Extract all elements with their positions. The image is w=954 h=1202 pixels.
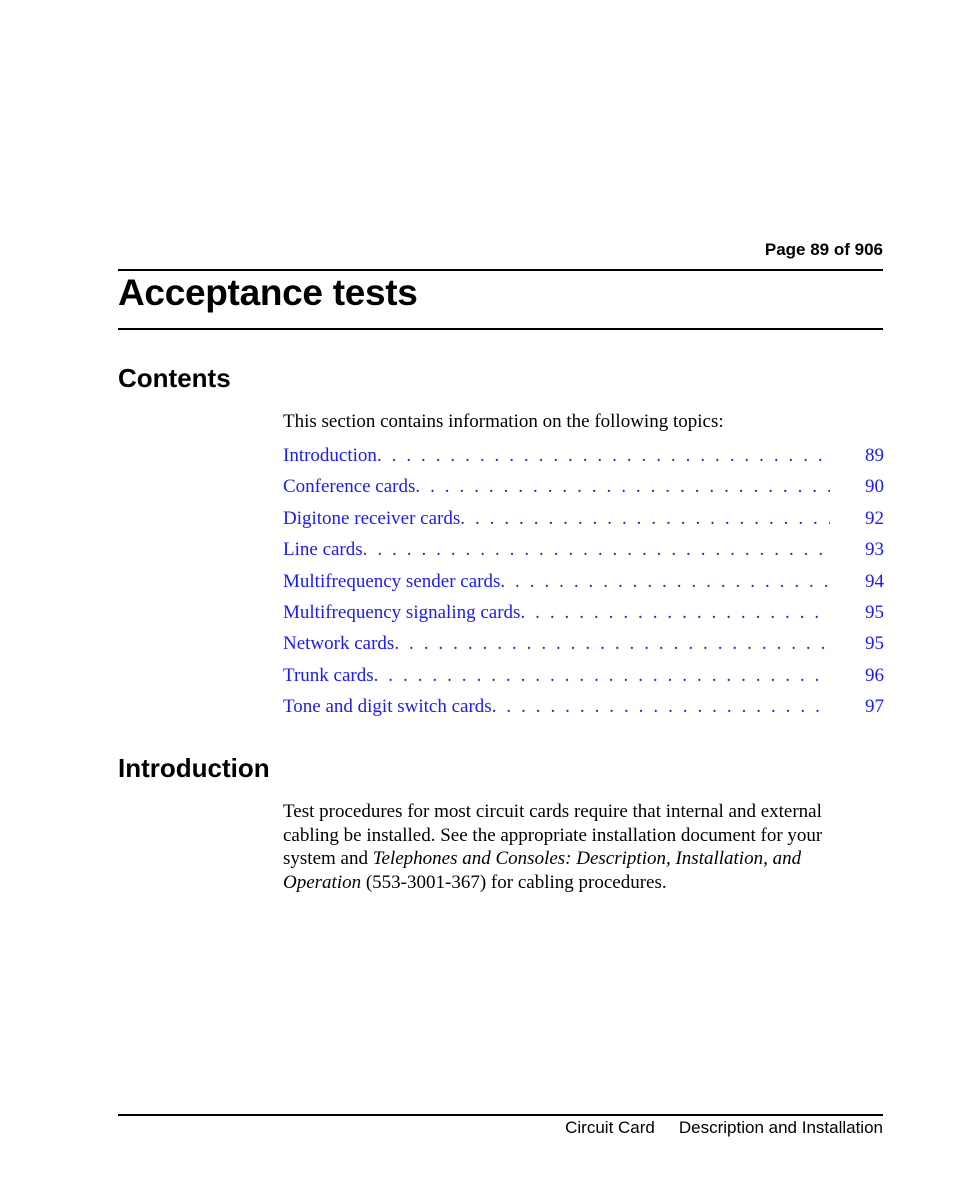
introduction-paragraph bbox=[283, 800, 848, 894]
toc-item-multifrequency-sender-cards[interactable] bbox=[283, 571, 884, 602]
footer-rule bbox=[118, 1114, 883, 1116]
toc-item-line-cards[interactable] bbox=[283, 539, 884, 570]
introduction-text-before: Test procedures for most circuit cards require that internal and external cabling be installed. See the appropriate installation document for your system and bbox=[283, 801, 823, 870]
toc-item-label: Introduction bbox=[283, 445, 377, 466]
toc-dot-leader bbox=[363, 539, 830, 561]
reference-document-title: Telephones and Consoles: Description, Installation, and Operation bbox=[283, 848, 802, 893]
footer-right: Description and Installation bbox=[678, 1118, 883, 1137]
toc-item-page: 89 bbox=[865, 445, 884, 466]
toc-dot-leader bbox=[415, 476, 830, 498]
toc-item-page: 96 bbox=[865, 664, 884, 686]
toc-item-page: 92 bbox=[865, 507, 884, 529]
toc-dot-leader bbox=[460, 508, 830, 530]
toc-item-tone-and-digit-switch-cards[interactable] bbox=[283, 696, 884, 727]
toc-item-page: 97 bbox=[865, 696, 884, 718]
toc-item-introduction[interactable] bbox=[283, 445, 884, 476]
toc-item-label: Multifrequency sender cards bbox=[283, 570, 501, 592]
footer-left: Circuit Card bbox=[565, 1118, 655, 1137]
toc-item-conference-cards[interactable] bbox=[283, 476, 884, 507]
toc-item-label: Line cards bbox=[283, 539, 363, 561]
toc-item-page: 95 bbox=[865, 601, 884, 623]
header-rule bbox=[118, 269, 883, 271]
toc-item-page: 94 bbox=[865, 570, 884, 592]
page-footer bbox=[565, 1118, 883, 1138]
contents-intro: This section contains information on the following topics: bbox=[283, 411, 724, 432]
contents-heading: Contents bbox=[118, 363, 231, 393]
toc-item-page: 90 bbox=[865, 476, 884, 498]
toc-dot-leader bbox=[500, 571, 830, 593]
introduction-heading: Introduction bbox=[118, 753, 270, 783]
toc-item-label: Tone and digit switch cards bbox=[283, 696, 492, 718]
toc-dot-leader bbox=[374, 665, 830, 687]
toc-dot-leader bbox=[520, 602, 830, 624]
introduction-text-after: (553-3001-367) for cabling procedures. bbox=[361, 871, 667, 893]
toc-item-page: 93 bbox=[865, 539, 884, 561]
toc-dot-leader bbox=[492, 696, 830, 718]
toc-item-label: Digitone receiver cards bbox=[283, 507, 461, 529]
toc-item-label: Trunk cards bbox=[283, 664, 374, 686]
chapter-title: Acceptance tests bbox=[118, 272, 418, 313]
toc-item-label: Conference cards bbox=[283, 476, 416, 498]
page-number: Page 89 of 906 bbox=[764, 240, 883, 259]
toc-item-digitone-receiver-cards[interactable] bbox=[283, 508, 884, 539]
toc-item-page: 95 bbox=[865, 633, 884, 655]
toc-item-multifrequency-signaling-cards[interactable] bbox=[283, 602, 884, 633]
toc-item-network-cards[interactable] bbox=[283, 633, 884, 664]
toc-item-label: Multifrequency signaling cards bbox=[283, 601, 521, 623]
toc-item-label: Network cards bbox=[283, 633, 395, 655]
table-of-contents bbox=[283, 445, 884, 728]
toc-item-trunk-cards[interactable] bbox=[283, 665, 884, 696]
title-rule bbox=[118, 328, 883, 330]
toc-dot-leader bbox=[377, 445, 830, 467]
toc-dot-leader bbox=[394, 633, 830, 655]
